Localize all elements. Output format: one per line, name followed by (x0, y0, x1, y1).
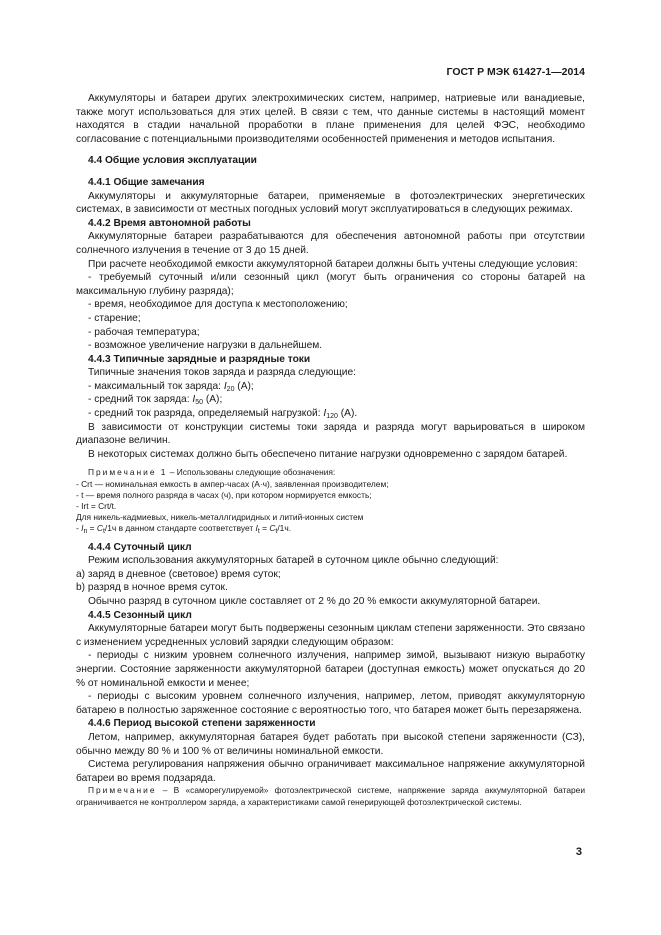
section-4-4-6-heading: 4.4.6 Период высокой степени заряженности (88, 718, 316, 730)
section-4-4-5-heading: 4.4.5 Сезонный цикл (88, 609, 192, 621)
page-content (76, 92, 585, 808)
document-header: ГОСТ Р МЭК 61427-1—2014 (446, 66, 585, 78)
page-number: 3 (575, 846, 582, 858)
section-4-4-5-para2: - периоды с низким уровнем солнечного излучения, например зимой, вызывают низкую выработку энергии. Состояние заряженности аккумуляторной батареи (доступная емкость) может опускаться до 20 % от номинальной емкости и менее; (76, 650, 585, 689)
list-item: - требуемый суточный и/или сезонный цикл (могут быть ограничения со стороны батарей на максимальную глубину разряда); (76, 272, 585, 297)
section-4-4-2-para2: При расчете необходимой емкости аккумуляторной батареи должны быть учтены следующие условия: (88, 258, 578, 270)
section-4-4-3-para1: Типичные значения токов заряда и разряда следующие: (88, 367, 356, 379)
list-item: - рабочая температура; (88, 326, 200, 338)
note-1-formula: - $I_n = C_t/1ч$ в данном стандарте соответствует $I_t = C_t/1ч$. (76, 523, 292, 536)
section-4-4-5-para1: Аккумуляторные батареи могут быть подвержены сезонным циклам степени заряженности. Это связано с изменением усредненных условий зарядки следующим образом: (76, 623, 585, 648)
note-1-line: - t — время полного разряда в часах (ч), при котором нормируется емкость; (76, 489, 372, 500)
current-item-avg-discharge: - средний ток разряда, определяемый нагрузкой: $I_{120}$ (А). (88, 408, 358, 421)
section-4-4-3-para3: В некоторых системах должно быть обеспечено питание нагрузки одновременно с зарядом батарей. (88, 448, 568, 460)
section-4-4-1-heading: 4.4.1 Общие замечания (88, 176, 205, 188)
note-1: Примечание 1 – Использованы следующие обозначения: - Crt — номинальная емкость в ампер-часах (А·ч), заявленная производителем; - t — время полного разряда в часах (ч), при котором нормируется емкость; - Irt = Crt/t. Для никель-кадмиевых, никель-металлгидридных и литий-ионных систем - $I_n = C_t/1ч$ в данном стандарте соответствует $I_t = C_t/1ч$. (76, 467, 585, 534)
list-item: a) заряд в дневное (световое) время суток; (76, 568, 281, 580)
section-4-4-heading: 4.4 Общие условия эксплуатации (88, 155, 257, 167)
section-4-4-3-para2: В зависимости от конструкции системы токи заряда и разряда могут варьироваться в широком диапазоне величин. (76, 421, 585, 447)
list-item: b) разряд в ночное время суток. (76, 582, 228, 594)
note-1-line: Для никель-кадмиевых, никель-металлгидридных и литий-ионных систем (76, 512, 364, 523)
section-4-4-4-heading: 4.4.4 Суточный цикл (88, 541, 192, 553)
list-item: - время, необходимое для доступа к местоположению; (88, 299, 348, 311)
section-4-4-6-para2: Система регулирования напряжения обычно ограничивает максимальное напряжение аккумуляторной батареи во время подзаряда. (76, 759, 585, 784)
intro-paragraph: Аккумуляторы и батареи других электрохимических систем, например, натриевые или ванадиевые, также могут использоваться для этих целей. В связи с тем, что данные системы в настоящий момент находятся в стадии начальной проработки в плане применения для целей ФЭС, необходимо согласование с потенциальными производителями особенностей применения и методов испытания. (76, 93, 585, 145)
note-2: Примечание – В «саморегулируемой» фотоэлектрической системе, напряжение заряда аккумуляторной батареи ограничивается не контроллером заряда, а характеристиками самой генерирующей фотоэлектрической системы. (76, 785, 585, 807)
section-4-4-4-para1: Режим использования аккумуляторных батарей в суточном цикле обычно следующий: (88, 555, 499, 567)
list-item: - старение; (88, 312, 141, 324)
note-1-line: - Crt — номинальная емкость в ампер-часах (А·ч), заявленная производителем; (76, 478, 389, 489)
section-4-4-1-text: Аккумуляторы и аккумуляторные батареи, применяемые в фотоэлектрических энергетических системах, в зависимости от местных погодных условий могут эксплуатироваться в следующих режимах. (76, 190, 585, 216)
current-item-avg-charge: - средний ток заряда: $I_{50}$ (А); (88, 394, 223, 407)
note-1-label: Примечание 1 (88, 467, 168, 478)
current-item-max-charge: - максимальный ток заряда: $I_{20}$ (А); (88, 380, 254, 393)
section-4-4-2-heading: 4.4.2 Время автономной работы (88, 217, 251, 229)
section-4-4-4-para2: Обычно разряд в суточном цикле составляет от 2 % до 20 % емкости аккумуляторной батареи. (88, 596, 541, 608)
note-2-label: Примечание (88, 785, 157, 796)
list-item: - возможное увеличение нагрузки в дальнейшем. (88, 340, 323, 352)
section-4-4-2-para1: Аккумуляторные батареи разрабатываются для обеспечения автономной работы при отсутствии солнечного излучения в течение от 3 до 15 дней. (76, 231, 585, 256)
section-4-4-6-para1: Летом, например, аккумуляторная батарея будет работать при высокой степени заряженности (СЗ), обычно между 80 % и 100 % от величины номинальной емкости. (76, 731, 585, 757)
note-1-line: - Irt = Crt/t. (76, 501, 117, 512)
section-4-4-5-para3: - периоды с высоким уровнем солнечного излучения, например, летом, приводят аккумуляторную батарею в полностью заряженное состояние с вероятностью того, что батарея может быть перезаряжена. (76, 691, 585, 716)
section-4-4-3-heading: 4.4.3 Типичные зарядные и разрядные токи (88, 353, 311, 365)
